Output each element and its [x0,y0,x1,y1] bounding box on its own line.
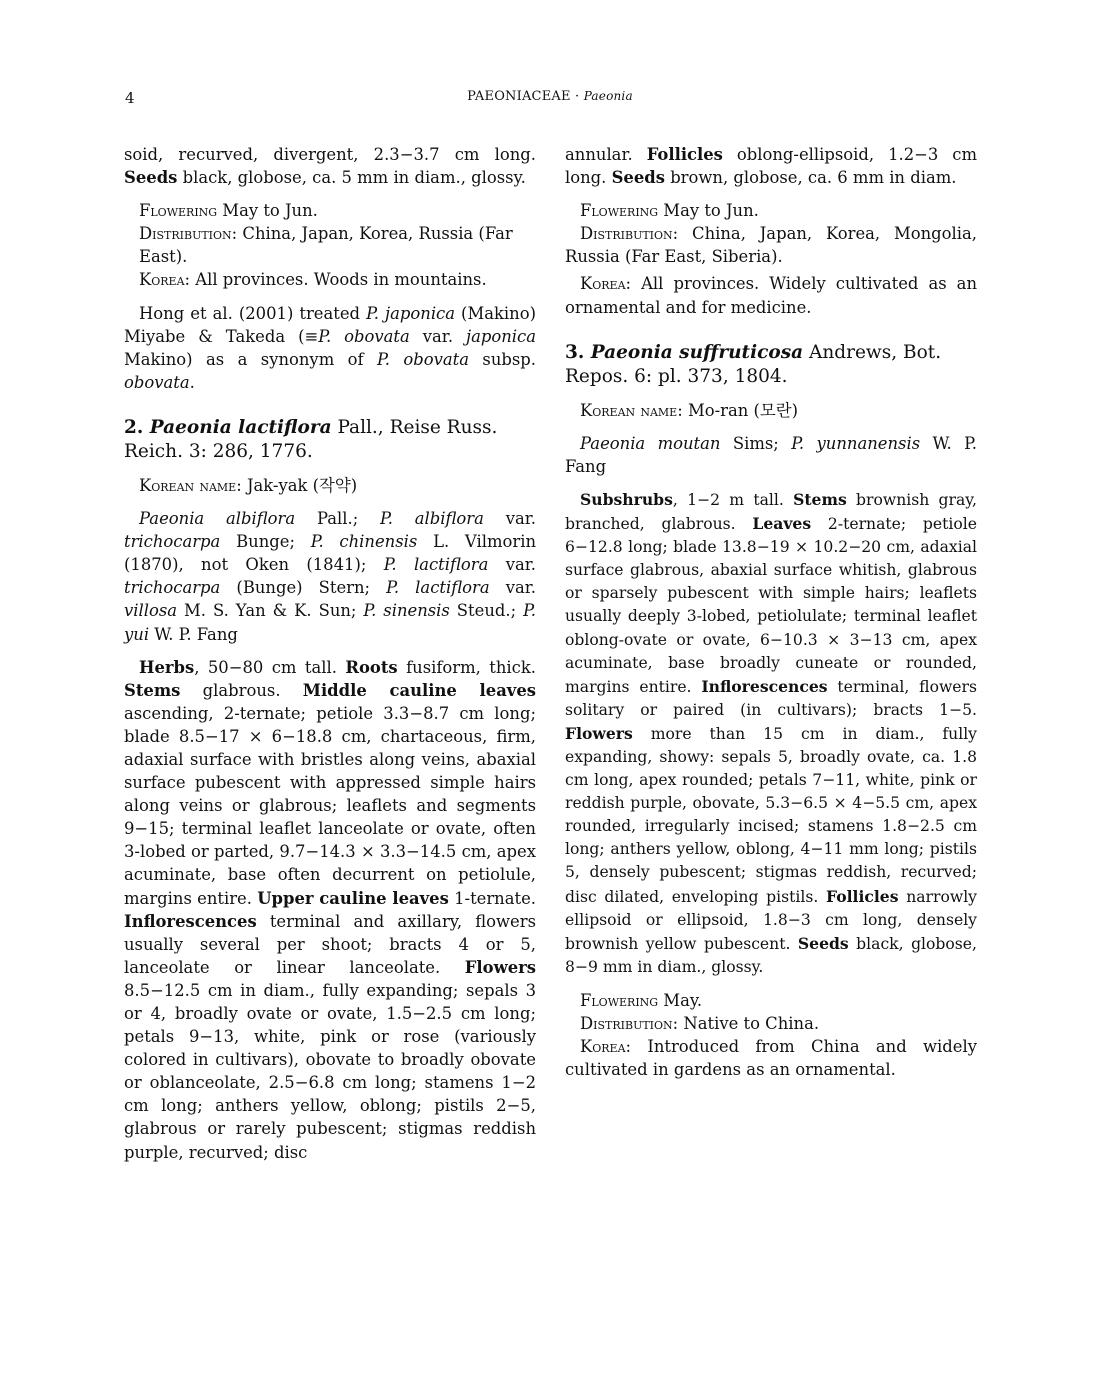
korea-text: : All provinces. Woods in mountains. [184,270,487,290]
text-run: brownish gray, branched, glabrous. [565,490,977,534]
korean-name-text: : Jak-yak (작약) [236,475,358,495]
italic-name: japonica [466,326,536,346]
text-run: Sims; [720,433,792,453]
text-run: (Makino) Miyabe & Takeda (≡ [124,303,536,346]
korean-name-label: Korean name [139,475,237,495]
korea-text: : Introduced from China and widely cultivated in gardens as an ornamental. [565,1037,977,1080]
korean-name-label: Korean name [580,400,678,420]
distribution-line [565,222,977,268]
text-run: , 50−80 cm tall. [194,657,346,677]
species-authority: Pall., Reise Russ. Reich. 3: 286, 1776. [124,416,498,462]
text-run: var. [409,326,467,346]
flowering-text: May. [658,990,703,1010]
korea-label: Korea [580,1037,626,1057]
korea-label: Korea [139,270,185,290]
text-run: fusiform, thick. [397,657,536,677]
distribution-line [124,222,536,268]
bold-term: Leaves [752,514,812,534]
species-heading-suffruticosa [565,341,977,389]
bold-term: Flowers [464,957,536,977]
flowering-line [565,989,977,1012]
text-run: , 1−2 m tall. [672,490,794,509]
korea-text: : All provinces. Widely cultivated as an ornamental and for medicine. [565,274,977,317]
text-run: terminal and axillary, flowers usually several per shoot; bracts 4 or 5, lanceolate or linear lanceolate. [124,911,536,977]
distribution-text: : Native to China. [672,1014,820,1033]
text-run: . [189,372,195,392]
bold-term: Inflorescences [124,911,257,931]
flowering-text: May to Jun. [217,201,318,221]
distribution-text: : China, Japan, Korea, Mongolia, Russia (Far East, Siberia). [565,224,977,267]
distribution-label: Distribution [580,1014,673,1033]
text-run: black, globose, ca. 5 mm in diam., glossy. [177,168,526,188]
italic-name: P. yunnanensis [791,433,921,453]
distribution-line [565,1012,977,1035]
bold-term: Seeds [611,168,665,188]
text-run: Hong et al. (2001) treated [139,303,367,323]
text-run: more than 15 cm in diam., fully expanding, showy: sepals 5, broadly ovate, ca. 1.8 cm long, apex rounded; petals 7−11, white, pink or reddish purple, obovate, 5.3−6.5 × 4−5.5 cm, apex rounded, irregularly incised; stamens 1.8−2.5 cm long; anthers yellow, oblong, 4−11 mm long; pistils 5, densely pubescent; stigmas reddish, recurved; disc dilated, enveloping pistils. [565,724,977,906]
flowering-label: Flowering [580,990,659,1010]
species-heading-lactiflora [124,416,536,464]
text-run: 1-ternate. [448,888,537,908]
text-run: 8.5−12.5 cm in diam., fully expanding; sepals 3 or 4, broadly ovate or ovate, 1.5−2.5 cm long; petals 9−13, white, pink or rose (variously colored in cultivars), obovate to broadly obovate or oblanceolate, 2.5−6.8 cm long; stamens 1−2 cm long; anthers yellow, oblong; pistils 2−5, glabrous or rarely pubescent; stigmas reddish purple, recurved; disc [124,980,536,1162]
italic-name: P. albiflora [380,509,484,529]
text-run: W. P. Fang [149,624,238,644]
synonyms-paragraph [565,432,977,478]
italic-name: P. chinensis [310,532,418,552]
text-run: ascending, 2-ternate; petiole 3.3−8.7 cm long; blade 8.5−17 × 6−18.8 cm, chartaceous, firm, adaxial surface with bristles along veins, abaxial surface pubescent with appressed simple hairs along veins or glabrous; leaflets and segments 9−15; terminal leaflet lanceolate or ovate, often 3-lobed or parted, 9.7−14.3 × 3.3−14.5 cm, apex acuminate, base often decurrent on petiolule, margins entire. [124,703,536,908]
text-run: black, globose, 8−9 mm in diam., glossy. [565,934,977,976]
left-column [124,143,536,1164]
text-run: subsp. [468,349,536,369]
right-column [565,143,977,1081]
text-run: (Bunge) Stern; [220,578,387,598]
distribution-label: Distribution [580,224,673,244]
italic-name: P. sinensis [363,601,450,621]
bold-term: Stems [124,680,181,700]
flowering-label: Flowering [139,201,218,221]
text-run: var. [488,555,536,575]
korea-line [124,268,536,291]
running-head-family: PAEONIACEAE · [467,89,580,104]
bold-term: Herbs [139,657,195,677]
bold-term: Inflorescences [701,676,828,696]
italic-name: P. lactiflora [386,578,490,598]
species-name: Paeonia suffruticosa [590,341,804,363]
text-run: annular. [565,145,647,164]
text-run: brown, globose, ca. 6 mm in diam. [664,168,957,188]
species-authority: Andrews, Bot. Repos. 6: pl. 373, 1804. [565,341,942,387]
italic-name: trichocarpa [124,578,221,598]
text-run: soid, recurved, divergent, 2.3−3.7 cm long. [124,145,536,164]
text-run: Makino) as a synonym of [124,349,378,369]
text-run: var. [489,578,536,598]
bold-term: Flowers [565,723,633,743]
italic-name: obovata [124,372,190,392]
bold-term: Follicles [826,886,899,906]
korea-line [565,1035,977,1081]
paragraph [565,143,977,189]
italic-name: villosa [124,601,178,621]
bold-term: Middle cauline leaves [302,680,536,700]
korea-line [565,272,977,318]
text-run: L. Vilmorin (1870), not Oken (1841); [124,532,537,575]
species-name: Paeonia lactiflora [149,416,332,438]
text-run: M. S. Yan & K. Sun; [177,601,364,621]
italic-name: P. obovata [377,349,469,369]
page-header [125,89,975,109]
korea-label: Korea [580,274,626,294]
text-run: Pall.; [295,509,381,529]
paragraph [124,143,536,189]
running-head [125,89,975,104]
bold-term: Subshrubs [580,489,673,509]
bold-term: Stems [793,489,847,509]
text-run: var. [483,509,536,529]
bold-term: Seeds [797,933,849,953]
text-run: glabrous. [180,680,303,700]
bold-term: Roots [345,657,398,677]
italic-name: P. yui [124,601,536,644]
bold-term: Upper cauline leaves [257,888,449,908]
bold-term: Follicles [646,145,723,164]
running-head-genus: Paeonia [583,89,633,103]
text-run: narrowly ellipsoid or ellipsoid, 1.8−3 cm long, densely brownish yellow pubescent. [565,887,977,953]
text-run: terminal, flowers solitary or paired (in cultivars); bracts 1−5. [565,677,977,719]
page-number: 4 [125,89,135,107]
text-run: W. P. Fang [565,433,977,476]
text-run: oblong-ellipsoid, 1.2−3 cm long. [565,145,977,188]
korean-name-line [124,474,536,497]
korean-name-text: : Mo-ran (모란) [677,400,798,420]
italic-name: P. japonica [366,303,456,323]
italic-name: P. obovata [318,326,410,346]
taxonomic-note [124,302,536,394]
italic-name: trichocarpa [124,532,221,552]
text-run: Bunge; [220,532,311,552]
text-run: 2-ternate; petiole 6−12.8 long; blade 13.8−19 × 10.2−20 cm, adaxial surface glabrous, abaxial surface whitish, glabrous or sparsely pubescent with simple hairs; leaflets usually deeply 3-lobed, petiolulate; terminal leaflet oblong-ovate or ovate, 6−10.3 × 3−13 cm, apex acuminate, base broadly cuneate or rounded, margins entire. [565,515,977,696]
description-paragraph [565,488,977,979]
bold-term: Seeds [124,168,178,188]
distribution-label: Distribution [139,224,232,244]
flowering-label: Flowering [580,201,659,221]
italic-name: Paeonia moutan [580,433,721,453]
description-paragraph [124,656,536,1164]
species-number: 3. [565,341,591,363]
italic-name: P. lactiflora [383,555,489,575]
flowering-text: May to Jun. [658,201,759,221]
species-number: 2. [124,416,150,438]
flowering-line [124,199,536,222]
flowering-line [565,199,977,222]
distribution-text: : China, Japan, Korea, Russia (Far East). [139,224,513,267]
italic-name: Paeonia albiflora [139,509,296,529]
synonyms-paragraph [124,507,536,646]
text-run: Steud.; [449,601,524,621]
korean-name-line [565,399,977,422]
